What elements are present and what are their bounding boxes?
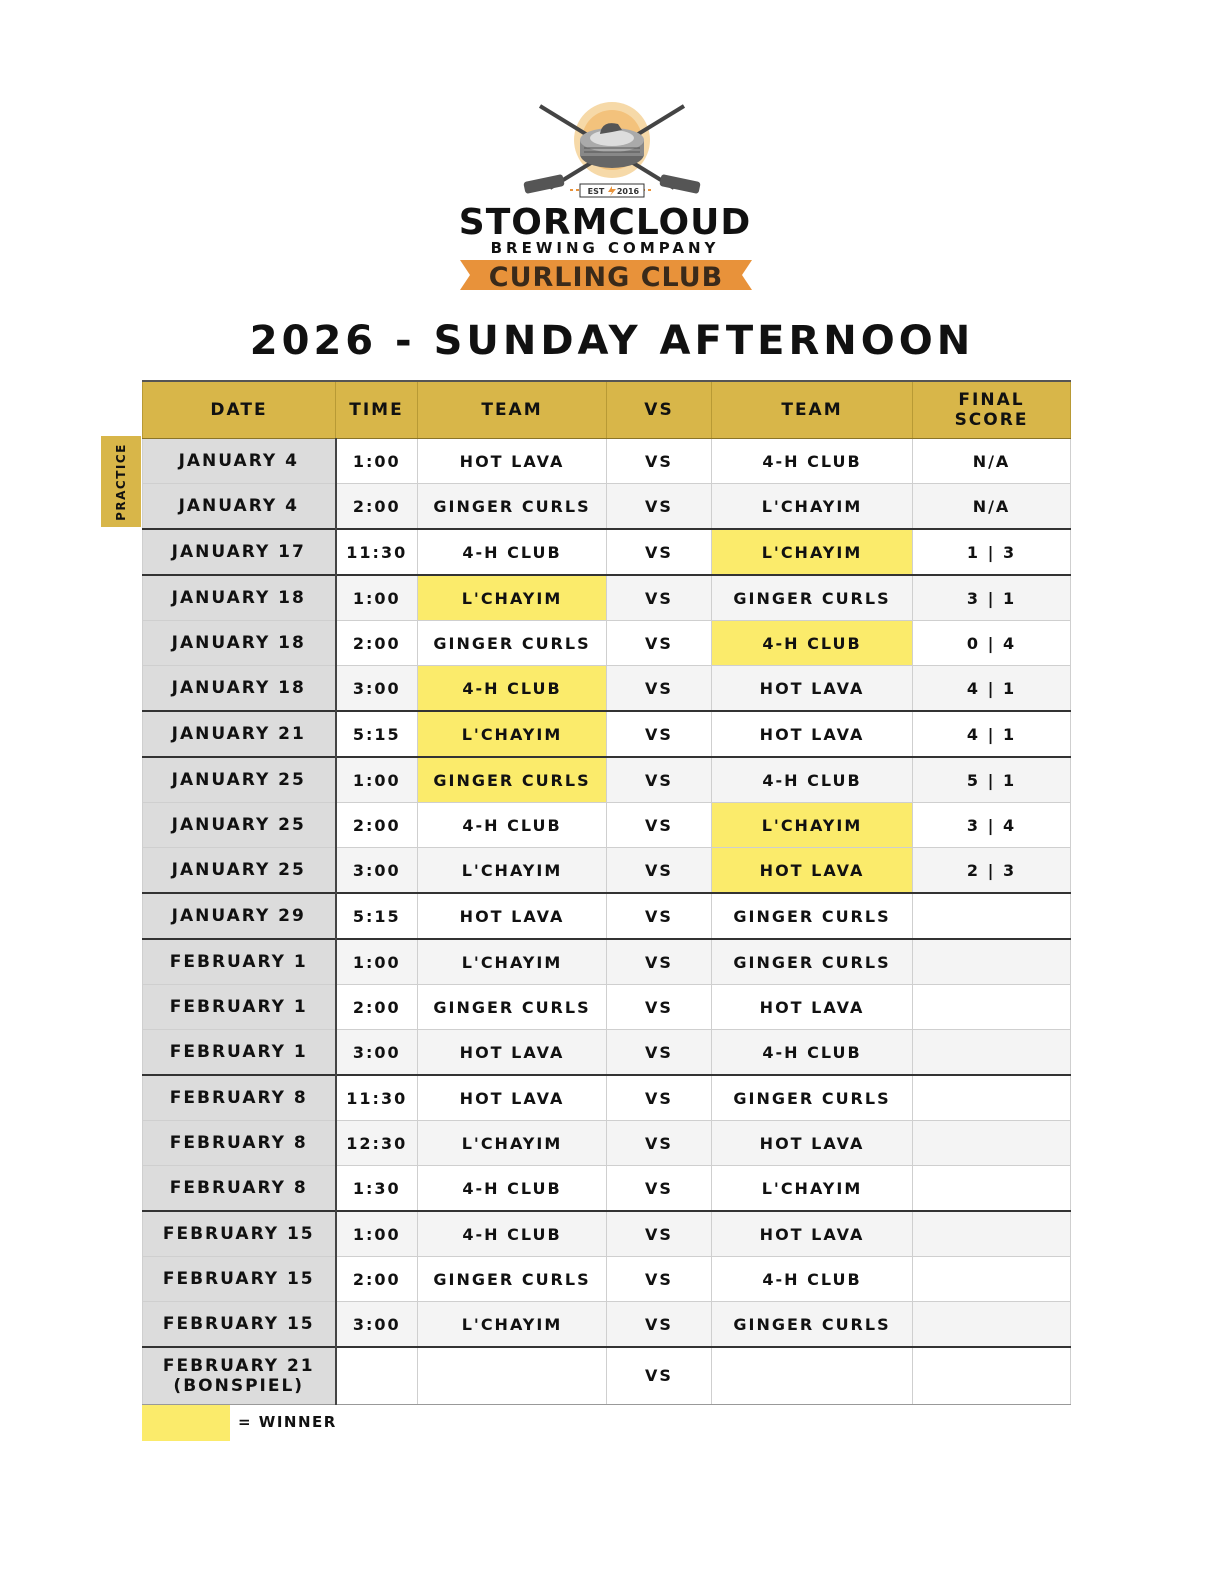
team2-cell: GINGER CURLS (712, 939, 913, 985)
date-cell: JANUARY 17 (143, 529, 336, 575)
date-cell: FEBRUARY 15 (143, 1302, 336, 1348)
time-cell: 1:00 (336, 439, 418, 484)
time-cell: 2:00 (336, 1257, 418, 1302)
date-cell: FEBRUARY 8 (143, 1166, 336, 1212)
table-row (143, 803, 1071, 848)
team1-cell: L'CHAYIM (418, 848, 607, 894)
table-row (143, 1347, 1071, 1405)
team1-cell: 4-H CLUB (418, 666, 607, 712)
team2-cell: 4-H CLUB (712, 439, 913, 484)
score-cell (913, 1030, 1071, 1076)
time-cell: 1:00 (336, 939, 418, 985)
time-cell: 3:00 (336, 848, 418, 894)
time-cell: 2:00 (336, 484, 418, 530)
date-cell: FEBRUARY 8 (143, 1121, 336, 1166)
score-cell (913, 1302, 1071, 1348)
vs-cell: VS (607, 1030, 712, 1076)
date-cell: JANUARY 21 (143, 711, 336, 757)
vs-cell: VS (607, 439, 712, 484)
svg-text:CURLING CLUB: CURLING CLUB (488, 262, 724, 293)
score-cell: 4 | 1 (913, 666, 1071, 712)
header-team1: TEAM (418, 381, 607, 439)
team2-cell: HOT LAVA (712, 711, 913, 757)
est-badge (570, 184, 654, 197)
time-cell: 12:30 (336, 1121, 418, 1166)
team1-cell: GINGER CURLS (418, 484, 607, 530)
team1-cell: GINGER CURLS (418, 985, 607, 1030)
vs-cell: VS (607, 621, 712, 666)
schedule-body (143, 439, 1071, 1405)
vs-cell: VS (607, 1166, 712, 1212)
time-cell: 2:00 (336, 985, 418, 1030)
vs-cell: VS (607, 666, 712, 712)
time-cell: 3:00 (336, 1030, 418, 1076)
team1-cell: HOT LAVA (418, 893, 607, 939)
time-cell: 2:00 (336, 803, 418, 848)
table-row (143, 939, 1071, 985)
vs-cell: VS (607, 848, 712, 894)
table-row (143, 1030, 1071, 1076)
svg-text:EST: EST (587, 187, 605, 196)
practice-tag (101, 436, 141, 527)
team1-cell: 4-H CLUB (418, 1166, 607, 1212)
table-row (143, 711, 1071, 757)
score-cell: N/A (913, 439, 1071, 484)
table-row (143, 439, 1071, 484)
table-row (143, 1166, 1071, 1212)
team2-cell: GINGER CURLS (712, 1302, 913, 1348)
score-cell (913, 1121, 1071, 1166)
date-cell: JANUARY 25 (143, 848, 336, 894)
score-cell (913, 1211, 1071, 1257)
table-row (143, 1257, 1071, 1302)
date-cell: JANUARY 18 (143, 575, 336, 621)
time-cell: 3:00 (336, 666, 418, 712)
vs-cell: VS (607, 575, 712, 621)
time-cell: 1:00 (336, 575, 418, 621)
score-cell (913, 1166, 1071, 1212)
score-cell: 5 | 1 (913, 757, 1071, 803)
score-cell: 4 | 1 (913, 711, 1071, 757)
score-cell: 3 | 1 (913, 575, 1071, 621)
time-cell: 11:30 (336, 1075, 418, 1121)
winner-legend-label: = WINNER (238, 1413, 337, 1431)
table-row (143, 484, 1071, 530)
header-row (143, 381, 1071, 439)
team1-cell: 4-H CLUB (418, 1211, 607, 1257)
table-row (143, 621, 1071, 666)
team2-cell: HOT LAVA (712, 985, 913, 1030)
date-cell: JANUARY 4 (143, 484, 336, 530)
practice-label: PRACTICE (114, 442, 128, 521)
time-cell: 2:00 (336, 621, 418, 666)
vs-cell: VS (607, 484, 712, 530)
table-row (143, 1211, 1071, 1257)
time-cell: 5:15 (336, 893, 418, 939)
table-row (143, 893, 1071, 939)
score-cell (913, 939, 1071, 985)
date-cell: JANUARY 4 (143, 439, 336, 484)
date-cell: FEBRUARY 1 (143, 939, 336, 985)
table-row (143, 1075, 1071, 1121)
date-cell: FEBRUARY 15 (143, 1211, 336, 1257)
date-cell: FEBRUARY 1 (143, 985, 336, 1030)
score-cell (913, 1075, 1071, 1121)
team2-cell: L'CHAYIM (712, 484, 913, 530)
team2-cell: L'CHAYIM (712, 1166, 913, 1212)
table-row (143, 529, 1071, 575)
header-time: TIME (336, 381, 418, 439)
team2-cell: GINGER CURLS (712, 1075, 913, 1121)
curling-club-banner (460, 260, 752, 293)
team1-cell: L'CHAYIM (418, 711, 607, 757)
winner-legend-swatch (142, 1405, 230, 1441)
date-cell: JANUARY 18 (143, 621, 336, 666)
team2-cell: 4-H CLUB (712, 757, 913, 803)
table-row (143, 1302, 1071, 1348)
vs-cell: VS (607, 711, 712, 757)
schedule-table (142, 380, 1071, 1405)
table-row (143, 1121, 1071, 1166)
time-cell: 3:00 (336, 1302, 418, 1348)
team2-cell: GINGER CURLS (712, 575, 913, 621)
score-cell: N/A (913, 484, 1071, 530)
time-cell: 1:00 (336, 757, 418, 803)
date-cell: FEBRUARY 21 (BONSPIEL) (143, 1347, 336, 1405)
date-cell: FEBRUARY 1 (143, 1030, 336, 1076)
time-cell: 11:30 (336, 529, 418, 575)
team2-cell: HOT LAVA (712, 1211, 913, 1257)
score-cell (913, 1257, 1071, 1302)
team1-cell: HOT LAVA (418, 1075, 607, 1121)
vs-cell: VS (607, 803, 712, 848)
date-cell: FEBRUARY 8 (143, 1075, 336, 1121)
brand-subtitle: BREWING COMPANY (490, 239, 720, 257)
header-team2: TEAM (712, 381, 913, 439)
team1-cell: L'CHAYIM (418, 1302, 607, 1348)
team2-cell: L'CHAYIM (712, 803, 913, 848)
vs-cell: VS (607, 1302, 712, 1348)
vs-cell: VS (607, 529, 712, 575)
score-cell (913, 893, 1071, 939)
date-cell: FEBRUARY 15 (143, 1257, 336, 1302)
team2-cell: 4-H CLUB (712, 1030, 913, 1076)
score-cell: 2 | 3 (913, 848, 1071, 894)
time-cell (336, 1347, 418, 1405)
score-cell: 3 | 4 (913, 803, 1071, 848)
team2-cell: GINGER CURLS (712, 893, 913, 939)
team1-cell: GINGER CURLS (418, 1257, 607, 1302)
time-cell: 1:30 (336, 1166, 418, 1212)
vs-cell: VS (607, 1211, 712, 1257)
team2-cell (712, 1347, 913, 1405)
time-cell: 5:15 (336, 711, 418, 757)
header-vs: VS (607, 381, 712, 439)
curling-logo-graphic (452, 100, 772, 300)
time-cell: 1:00 (336, 1211, 418, 1257)
team2-cell: 4-H CLUB (712, 1257, 913, 1302)
team1-cell: L'CHAYIM (418, 575, 607, 621)
vs-cell: VS (607, 893, 712, 939)
team1-cell: HOT LAVA (418, 1030, 607, 1076)
team1-cell: HOT LAVA (418, 439, 607, 484)
team2-cell: L'CHAYIM (712, 529, 913, 575)
table-row (143, 666, 1071, 712)
header-date: DATE (143, 381, 336, 439)
stormcloud-logo (452, 100, 772, 300)
vs-cell: VS (607, 1257, 712, 1302)
vs-cell: VS (607, 1075, 712, 1121)
team1-cell: GINGER CURLS (418, 757, 607, 803)
vs-cell: VS (607, 1121, 712, 1166)
table-row (143, 848, 1071, 894)
team1-cell: GINGER CURLS (418, 621, 607, 666)
page-title: 2026 - SUNDAY AFTERNOON (249, 318, 975, 364)
team2-cell: HOT LAVA (712, 666, 913, 712)
table-row (143, 985, 1071, 1030)
vs-cell: VS (607, 939, 712, 985)
team2-cell: 4-H CLUB (712, 621, 913, 666)
score-cell (913, 1347, 1071, 1405)
table-row (143, 757, 1071, 803)
header-final-score: FINAL SCORE (913, 381, 1071, 439)
team1-cell: L'CHAYIM (418, 939, 607, 985)
date-cell: JANUARY 18 (143, 666, 336, 712)
vs-cell: VS (607, 985, 712, 1030)
team1-cell: L'CHAYIM (418, 1121, 607, 1166)
score-cell: 0 | 4 (913, 621, 1071, 666)
svg-text:2016: 2016 (616, 187, 640, 196)
date-cell: JANUARY 25 (143, 803, 336, 848)
team1-cell: 4-H CLUB (418, 529, 607, 575)
brand-name: STORMCLOUD (458, 202, 752, 243)
date-cell: JANUARY 29 (143, 893, 336, 939)
team2-cell: HOT LAVA (712, 848, 913, 894)
score-cell (913, 985, 1071, 1030)
vs-cell: VS (607, 757, 712, 803)
team1-cell (418, 1347, 607, 1405)
team1-cell: 4-H CLUB (418, 803, 607, 848)
team2-cell: HOT LAVA (712, 1121, 913, 1166)
vs-cell: VS (607, 1347, 712, 1405)
score-cell: 1 | 3 (913, 529, 1071, 575)
date-cell: JANUARY 25 (143, 757, 336, 803)
table-row (143, 575, 1071, 621)
